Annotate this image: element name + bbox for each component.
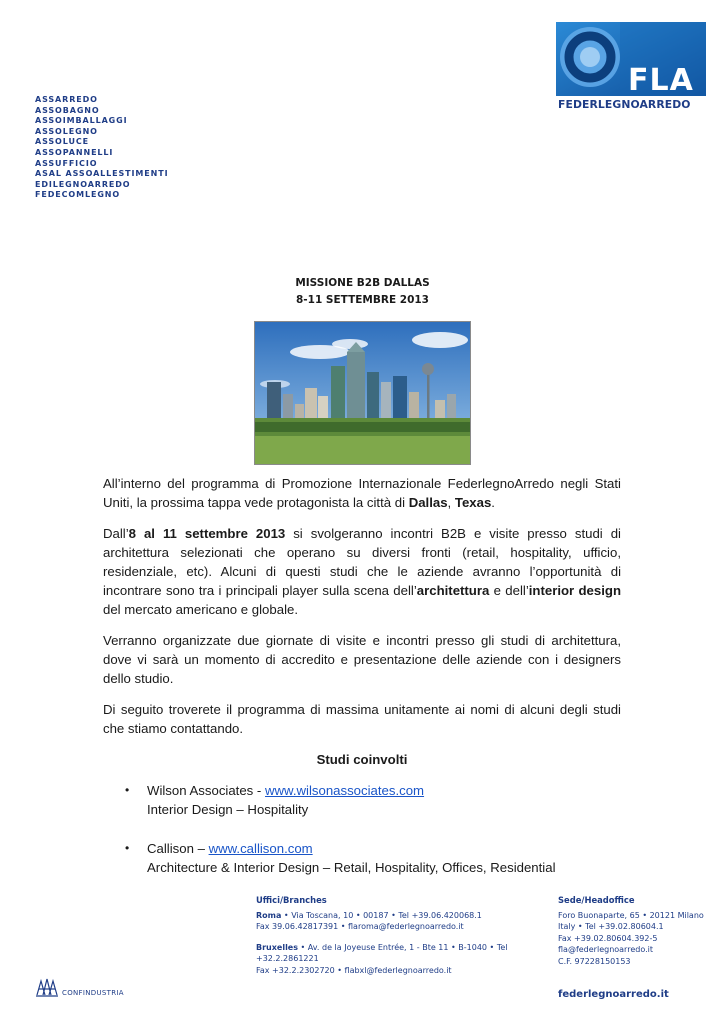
dates-bold: 8 al 11 settembre 2013: [128, 526, 286, 541]
footer-website[interactable]: federlegnoarredo.it: [558, 989, 669, 1000]
bullet: •: [125, 783, 130, 797]
association-item: ASAL ASSOALLESTIMENTI: [35, 169, 169, 179]
headoffice-line: Italy • Tel +39.02.80604.1: [558, 922, 664, 931]
headoffice-heading: Sede/Headoffice: [558, 895, 635, 905]
studio-desc: Architecture & Interior Design – Retail, Hospitality, Offices, Residential: [147, 860, 556, 875]
branches-heading: Uffici/Branches: [256, 895, 327, 905]
confindustria-name: CONFINDUSTRIA: [62, 989, 124, 997]
studio-name: Wilson Associates -: [147, 783, 265, 798]
studio-link-wilson[interactable]: www.wilsonassociates.com: [265, 783, 425, 798]
dates-text-2: si svolgeranno incontri B2B e visite presso studi di architettura selezionati che operano su diversi fronti (retail, hospitality, ufficio, residenziale, etc). Alcuni di questi studi che le aziende avranno l’opportunità di incontrare sono tra i principali player sulla scena dell’: [103, 526, 621, 598]
headoffice-column: [558, 895, 708, 967]
association-item: ASSOLUCE: [35, 137, 90, 147]
branches-column: [256, 895, 546, 976]
intro-paragraph: [103, 474, 621, 512]
dates-text-1: Dall’: [103, 526, 129, 541]
logo-name: FEDERLEGNOARREDO: [558, 98, 691, 111]
dates-text-3: e dell’: [489, 583, 529, 598]
association-item: ASSUFFICIO: [35, 158, 98, 168]
fla-logo-mark: [556, 22, 706, 96]
interior-design-bold: interior design: [528, 583, 622, 598]
headoffice-line: fla@federlegnoarredo.it: [558, 945, 653, 954]
studio-link-callison[interactable]: www.callison.com: [208, 841, 313, 856]
headoffice-line: Foro Buonaparte, 65 • 20121 Milano: [558, 910, 704, 920]
studios-heading: Studi coinvolti: [316, 752, 408, 767]
studio-item: [103, 781, 621, 819]
dates-paragraph: [103, 524, 621, 619]
rome-line: [256, 910, 546, 922]
logo-fla-text: FLA: [628, 63, 694, 96]
visits-paragraph: Verranno organizzate due giornate di visite e incontri presso gli studi di architettura, dove vi sarà un momento di accredito e presentazione delle aziende con i designers dello studio.: [103, 633, 621, 686]
association-item: ASSARREDO: [35, 95, 98, 104]
brussels-line: [256, 942, 546, 965]
bullet: •: [125, 841, 130, 855]
studio-desc: Interior Design – Hospitality: [147, 802, 309, 817]
program-paragraph: Di seguito troverete il programma di massima unitamente ai nomi di alcuni degli studi che stiamo contattando.: [103, 702, 621, 736]
confindustria-emblem-icon: [35, 975, 59, 999]
fla-logo: [556, 22, 706, 116]
headoffice-line: Fax +39.02.80604.392-5: [558, 933, 658, 943]
intro-text: All’interno del programma di Promozione Internazionale FederlegnoArredo negli Stati Uniti, la prossima tappa vede protagonista la città di: [103, 476, 621, 510]
state-texas: Texas: [454, 495, 492, 510]
headoffice-line: C.F. 97228150153: [558, 956, 631, 966]
architecture-bold: architettura: [416, 583, 490, 598]
brussels-address: • Av. de la Joyeuse Entrée, 1 - Bte 11 • B-1040 • Tel +32.2.2861221: [256, 942, 508, 963]
studio-name: Callison –: [147, 841, 209, 856]
dallas-skyline-photo: [254, 321, 471, 465]
studios-list: [103, 781, 621, 877]
association-item: FEDECOMLEGNO: [35, 190, 121, 200]
dates-text-4: del mercato americano e globale.: [103, 602, 298, 617]
body-content: [103, 474, 621, 897]
association-item: EDILEGNOARREDO: [35, 179, 131, 189]
association-item: ASSOPANNELLI: [35, 147, 114, 157]
rome-contacts: Fax 39.06.42817391 • flaroma@federlegnoarredo.it: [256, 922, 464, 931]
rome-city: Roma: [256, 910, 282, 920]
brussels-city: Bruxelles: [256, 942, 298, 952]
brussels-contacts: Fax +32.2.2302720 • flabxl@federlegnoarredo.it: [256, 965, 452, 975]
association-item: ASSOIMBALLAGGI: [35, 116, 128, 126]
document-title: MISSIONE B2B DALLAS: [295, 277, 430, 289]
association-item: ASSOLEGNO: [35, 126, 98, 136]
association-item: ASSOBAGNO: [35, 105, 100, 115]
city-dallas: Dallas: [408, 495, 448, 510]
rome-address: • Via Toscana, 10 • 00187 • Tel +39.06.420068.1: [281, 910, 482, 920]
intro-end: .: [491, 495, 495, 510]
association-list: [35, 95, 168, 201]
studio-item: [103, 839, 621, 877]
intro-sep: ,: [447, 495, 455, 510]
document-subtitle: 8-11 SETTEMBRE 2013: [296, 294, 429, 306]
